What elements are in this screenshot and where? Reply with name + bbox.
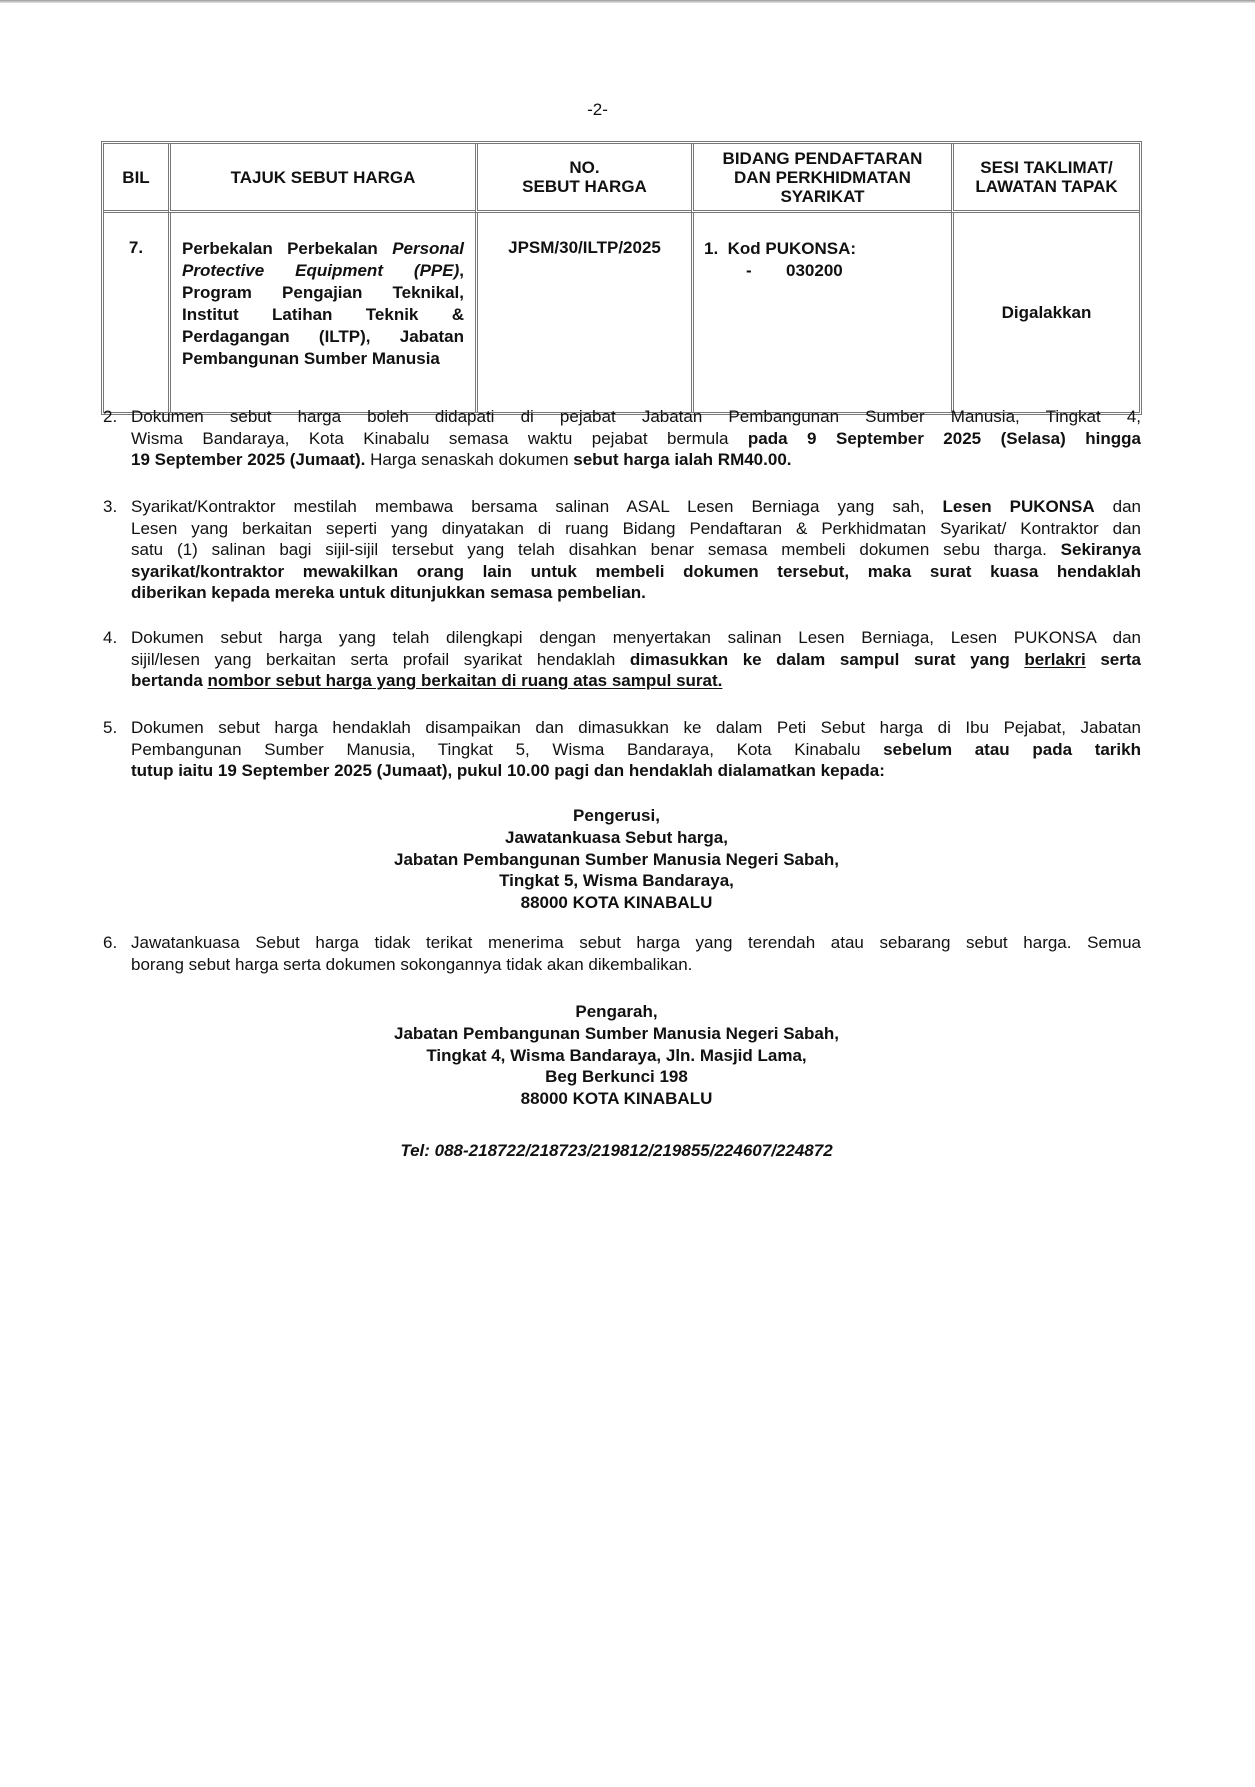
header-no-line1: NO. [569,158,600,177]
paragraph-2 [103,406,1141,471]
bidang-code-dash: - [746,261,752,280]
header-no-line2: SEBUT HARGA [522,177,647,196]
cell-sesi: Digalakkan [951,213,1139,412]
paragraph-6 [103,932,1141,975]
page-number-text: -2- [587,100,608,119]
paragraph-text-bold: sebelum atau pada tarikh [883,739,1141,759]
address-line: 88000 KOTA KINABALU [520,893,713,913]
header-bidang-line1: BIDANG PENDAFTARAN [722,148,923,168]
cell-bil: 7. [128,238,144,257]
paragraph-number: 6. [103,933,118,952]
paragraph-line: Dokumen sebut harga hendaklah disampaikan dan dimasukkan ke dalam Peti Sebut harga di Ibu Pejabat, Jabatan [131,718,1141,737]
address-line: Pengarah, [575,1002,658,1021]
paragraph-text-bold: pada 9 September 2025 (Selasa) hingga [747,428,1141,448]
paragraph-text-bold: 19 September 2025 (Jumaat). [131,450,366,469]
paragraph-line: Jawatankuasa Sebut harga tidak terikat menerima sebut harga yang terendah atau sebarang sebut harga. Semua [131,933,1141,952]
address-line: Tingkat 4, Wisma Bandaraya, Jln. Masjid Lama, [426,1045,807,1065]
paragraph-line: Dokumen sebut harga boleh didapati di pejabat Jabatan Pembangunan Sumber Manusia, Tingkat 4, [131,407,1141,426]
bidang-code-value: 030200 [786,261,843,280]
telephone-text: Tel: 088-218722/218723/219812/219855/224607/224872 [400,1141,833,1160]
paragraph-text-bold: dimasukkan ke dalam sampul surat yang [629,649,1025,669]
quotation-table [101,141,1142,415]
paragraph-line: tutup iaitu 19 September 2025 (Jumaat), pukul 10.00 pagi dan hendaklah dialamatkan kepada: [131,761,885,780]
paragraph-3 [103,496,1141,604]
header-sesi-line2: LAWATAN TAPAK [975,177,1118,196]
paragraph-text-bold: Sekiranya [1060,540,1141,559]
paragraph-4 [103,627,1141,692]
paragraph-text: Pembangunan Sumber Manusia, Tingkat 5, Wisma Bandaraya, Kota Kinabalu [131,739,884,759]
paragraph-text: dan [1094,497,1141,516]
top-edge-shadow [0,0,1255,3]
paragraph-line [131,496,1141,518]
paragraph-line: syarikat/kontraktor mewakilkan orang lain untuk membeli dokumen tersebut, maka surat kuasa hendaklah [131,561,1141,581]
address-line: Jabatan Pembangunan Sumber Manusia Negeri Sabah, [394,1023,839,1043]
header-sesi [951,144,1139,213]
paragraph-number: 2. [103,407,118,426]
paragraph-line [131,539,1141,561]
bidang-code [704,260,951,282]
header-sesi-line1: SESI TAKLIMAT/ [980,158,1113,177]
paragraph-line: Dokumen sebut harga yang telah dilengkapi dengan menyertakan salinan Lesen Berniaga, Lesen PUKONSA dan [131,628,1141,647]
bidang-item [704,238,951,260]
paragraph-text: Harga senaskah dokumen [365,450,574,469]
paragraph-text: Wisma Bandaraya, Kota Kinabalu semasa waktu pejabat bermula [131,428,748,448]
cell-tajuk [168,213,475,412]
paragraph-text: Syarikat/Kontraktor mestilah membawa bersama salinan ASAL Lesen Berniaga yang sah, [131,497,943,516]
header-bidang-line3: SYARIKAT [780,186,865,206]
address-pengerusi [0,805,1255,914]
paragraph-5 [103,717,1141,782]
paragraph-line [131,649,1141,671]
tajuk-line: Perdagangan (ILTP), Jabatan [182,327,464,346]
table-row [104,213,1139,412]
tajuk-line: Institut Latihan Teknik & [182,305,464,324]
bidang-item-label: Kod PUKONSA: [727,239,857,258]
paragraph-text: sijil/lesen yang berkaitan serta profail syarikat hendaklah [131,649,630,669]
paragraph-line: diberikan kepada mereka untuk ditunjukkan semasa pembelian. [131,583,646,602]
tajuk-line [182,238,464,260]
cell-bidang [691,213,951,412]
address-line: 88000 KOTA KINABALU [520,1089,713,1109]
tajuk-text-italic: Protective Equipment (PPE) [182,261,460,280]
tajuk-text: Perbekalan Perbekalan [182,239,393,258]
header-bidang-line2: DAN PERKHIDMATAN [734,167,911,187]
address-line: Tingkat 5, Wisma Bandaraya, [499,871,734,891]
paragraph-line: Lesen yang berkaitan seperti yang dinyatakan di ruang Bidang Pendaftaran & Perkhidmatan Syarikat/ Kontraktor dan [131,518,1141,538]
paragraph-number: 5. [103,718,118,737]
paragraph-text-underlined: nombor sebut harga yang berkaitan di ruang atas sampul surat. [207,671,723,690]
tajuk-line: Pembangunan Sumber Manusia [182,349,440,368]
paragraph-number: 3. [103,497,118,516]
paragraph-text-underlined: berlakri [1024,649,1086,669]
paragraph-line [131,449,1141,471]
tajuk-line: Program Pengajian Teknikal, [182,283,464,302]
tajuk-text-italic: Personal [392,239,464,258]
address-line: Beg Berkunci 198 [545,1067,688,1087]
header-bil: BIL [104,144,168,213]
bidang-item-number: 1. [704,239,719,258]
telephone [0,1141,1255,1161]
paragraph-line [131,739,1141,761]
paragraph-line: borang sebut harga serta dokumen sokongannya tidak akan dikembalikan. [131,954,693,974]
paragraph-text: satu (1) salinan bagi sijil-sijil tersebut yang telah disahkan benar semasa membeli dokumen sebu tharga. [131,540,1061,559]
tajuk-text: , [459,261,464,280]
cell-no-sebut-harga: JPSM/30/ILTP/2025 [475,213,691,412]
header-bidang [691,144,951,213]
paragraph-text-bold: bertanda [131,671,208,690]
address-line: Jabatan Pembangunan Sumber Manusia Negeri Sabah, [394,849,839,869]
address-line: Pengerusi, [573,806,660,825]
table-header-row [104,144,1139,213]
paragraph-text-bold: serta [1085,649,1141,669]
header-no-sebut-harga [475,144,691,213]
paragraph-line [131,670,1141,692]
page-number [0,100,1255,120]
tajuk-line [182,260,464,282]
paragraph-number: 4. [103,628,118,647]
paragraph-text-bold: Lesen PUKONSA [942,497,1095,516]
paragraph-line [131,428,1141,450]
paragraph-text-bold: sebut harga ialah RM40.00. [573,450,792,469]
address-line: Jawatankuasa Sebut harga, [505,827,728,847]
address-pengarah [0,1001,1255,1110]
header-tajuk: TAJUK SEBUT HARGA [168,144,475,213]
